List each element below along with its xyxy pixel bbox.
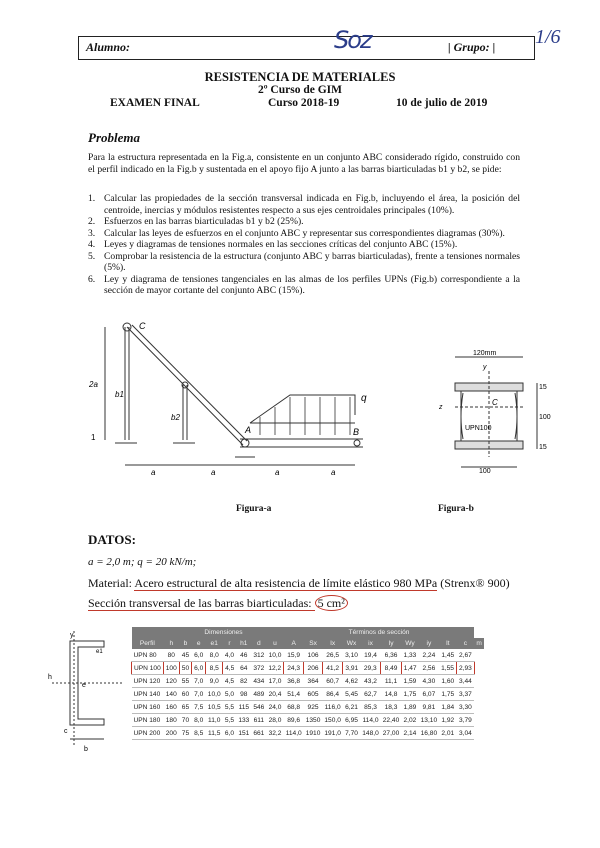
table-cell: 11,0 (206, 714, 223, 727)
table-cell: 8,49 (381, 662, 402, 675)
problem-intro: Para la estructura representada en la Fig.a, consistente en un conjunto ABC considerado rígido, construido con el perfil indicado en la Fig.b y sustentada en el apoyo fijo A junto a las barras biarticuladas b1 y b2, se pide: (88, 152, 520, 175)
label-a: A (245, 425, 252, 435)
grupo-label: | Grupo: | (448, 40, 496, 54)
table-cell: 115 (236, 701, 251, 714)
table-cell: 12,2 (266, 662, 283, 675)
upn-profile-drawing (44, 627, 130, 759)
table-cell: 24,3 (284, 662, 304, 675)
table-cell: UPN 80 (132, 649, 164, 662)
table-cell: 8,0 (192, 714, 206, 727)
page-mark: 1/6 (535, 26, 561, 48)
table-header-row (132, 638, 484, 649)
upn-label-b: b (84, 746, 88, 753)
table-cell: 55 (179, 675, 191, 688)
table-header-cell: d (251, 638, 266, 649)
handwritten-name: Soz (334, 26, 371, 54)
label-b1: b1 (115, 390, 124, 399)
table-body (132, 649, 484, 740)
table-cell: 546 (251, 701, 266, 714)
table-cell: 11,1 (381, 675, 402, 688)
table-cell: UPN 100 (132, 662, 164, 675)
table-cell: 180 (163, 714, 179, 727)
upn-label-c: c (64, 728, 68, 735)
table-cell: 120 (163, 675, 179, 688)
table-cell: 150,0 (322, 714, 343, 727)
table-cell: 7,0 (192, 675, 206, 688)
table-cell: 22,40 (381, 714, 402, 727)
table-cell: 8,0 (206, 649, 223, 662)
table-cell: 2,67 (456, 649, 474, 662)
table-row (132, 688, 484, 701)
table-header-cell: iy (419, 638, 440, 649)
table-cell: 80 (163, 649, 179, 662)
task-list (88, 193, 520, 297)
list-item: 5. Comprobar la resistencia de la estructura (conjunto ABC y barras biarticuladas), frente a tensiones normales (5%). (88, 250, 520, 273)
table-cell: 2,93 (456, 662, 474, 675)
label-a2: a (211, 468, 216, 477)
table-row (132, 649, 484, 662)
label-b: B (353, 427, 360, 437)
upn-label-y: y (70, 632, 74, 639)
table-cell: 605 (304, 688, 323, 701)
table-cell: 2,56 (419, 662, 440, 675)
label-q: q (361, 393, 367, 404)
table-header-cell: A (284, 638, 304, 649)
list-item: 4. Leyes y diagramas de tensiones normales en las secciones críticas del conjunto ABC (15%). (88, 239, 458, 250)
table-cell: 20,4 (266, 688, 283, 701)
table-cell: 60,7 (322, 675, 343, 688)
table-cell: 7,5 (192, 701, 206, 714)
table-cell: 27,00 (381, 727, 402, 740)
table-cell: 6,95 (343, 714, 360, 727)
table-cell: 3,30 (456, 701, 474, 714)
table-cell: 4,0 (223, 649, 237, 662)
table-cell: 3,79 (456, 714, 474, 727)
table-cell: 18,3 (381, 701, 402, 714)
list-item: 6. Ley y diagrama de tensiones tangenciales en las almas de los perfiles UPNs (Fig.b) correspondiente a la sección de mayor cortante del conjunto ABC (15%). (88, 273, 520, 296)
table-cell: 151 (236, 727, 251, 740)
table-cell: 16,80 (419, 727, 440, 740)
table-cell: 1,59 (401, 675, 418, 688)
table-cell: 4,62 (343, 675, 360, 688)
figure-a-diagram (85, 315, 385, 485)
table-cell: 41,2 (322, 662, 343, 675)
table-cell: 1,92 (439, 714, 456, 727)
table-cell: 4,30 (419, 675, 440, 688)
table-cell: 32,2 (266, 727, 283, 740)
table-cell: 925 (304, 701, 323, 714)
table-cell: 46 (236, 649, 251, 662)
table-header-cell: ix (360, 638, 381, 649)
table-cell: 5,0 (223, 688, 237, 701)
table-cell: 2,14 (401, 727, 418, 740)
table-cell: 106 (304, 649, 323, 662)
table-cell: 1,89 (401, 701, 418, 714)
label-2a: 2a (89, 380, 98, 389)
label-upn: UPN100 (465, 425, 492, 432)
table-header-cell: Wx (343, 638, 360, 649)
table-cell: 2,02 (401, 714, 418, 727)
table-row (132, 714, 484, 727)
table-cell: 89,6 (284, 714, 304, 727)
table-cell: 10,5 (206, 701, 223, 714)
table-cell: 65 (179, 701, 191, 714)
table-header-cell: e1 (206, 638, 223, 649)
table-cell: 2,01 (439, 727, 456, 740)
dim-width-bot: 100 (479, 468, 491, 475)
table-cell: 133 (236, 714, 251, 727)
figure-b-section (425, 345, 555, 475)
table-cell: 3,91 (343, 662, 360, 675)
datos-values: a = 2,0 m; q = 20 kN/m; (88, 556, 197, 568)
group-terminos: Términos de sección (284, 627, 475, 638)
table-cell: 200 (163, 727, 179, 740)
label-c: C (139, 321, 146, 331)
table-cell: 10,0 (206, 688, 223, 701)
table-cell: UPN 120 (132, 675, 164, 688)
table-cell: 4,5 (223, 675, 237, 688)
label-a1: a (151, 468, 156, 477)
table-cell: 6,36 (381, 649, 402, 662)
table-cell: 7,0 (192, 688, 206, 701)
table-header-cell: Perfil (132, 638, 164, 649)
table-row (132, 727, 484, 740)
label-1: 1 (91, 433, 96, 442)
list-item: 1. Calcular las propiedades de la sección transversal indicada en Fig.b, incluyendo el área, la posición del centroide, inercias y módulos resistentes respecto a sus ejes centroidales principales (10%). (88, 193, 520, 216)
table-cell: 1,60 (439, 675, 456, 688)
dim-width-top: 120mm (473, 350, 497, 357)
table-cell: 11,5 (206, 727, 223, 740)
section-value: 5 cm² (315, 595, 348, 611)
table-cell: 6,0 (223, 727, 237, 740)
dim-15-bot: 15 (539, 444, 547, 451)
table-header-cell: Ix (322, 638, 343, 649)
table-cell: 1,55 (439, 662, 456, 675)
table-cell: 434 (251, 675, 266, 688)
table-cell: 36,8 (284, 675, 304, 688)
table-cell: 206 (304, 662, 323, 675)
table-header-cell: Iy (381, 638, 402, 649)
table-cell: UPN 140 (132, 688, 164, 701)
table-cell: 64 (236, 662, 251, 675)
table-cell: 372 (251, 662, 266, 675)
table-cell: UPN 200 (132, 727, 164, 740)
upn-table (131, 627, 484, 740)
dim-15-top: 15 (539, 384, 547, 391)
table-cell: 9,0 (206, 675, 223, 688)
datos-heading: DATOS: (88, 532, 136, 547)
date-title: 10 de julio de 2019 (396, 97, 488, 109)
table-header-cell: c (456, 638, 474, 649)
table-header-cell: It (439, 638, 456, 649)
table-cell: 14,8 (381, 688, 402, 701)
table-cell: 7,70 (343, 727, 360, 740)
table-group-row (132, 627, 484, 638)
table-header-cell: r (223, 638, 237, 649)
label-z: z (439, 404, 443, 411)
table-header-cell: Sx (304, 638, 323, 649)
table-cell: 160 (163, 701, 179, 714)
table-cell: 50 (179, 662, 191, 675)
table-cell: 15,9 (284, 649, 304, 662)
table-cell: 1,47 (401, 662, 418, 675)
table-cell: 3,10 (343, 649, 360, 662)
material-line: Material: Acero estructural de alta resistencia de límite elástico 980 MPa (Strenx® 900) (88, 576, 510, 590)
label-a4: a (331, 468, 336, 477)
table-cell: 62,7 (360, 688, 381, 701)
upn-label-e: e (82, 682, 86, 689)
table-cell: 26,5 (322, 649, 343, 662)
table-cell: 114,0 (360, 714, 381, 727)
year-title: Curso 2018-19 (268, 97, 340, 109)
table-cell: 3,37 (456, 688, 474, 701)
table-cell: 70 (179, 714, 191, 727)
table-cell: 1910 (304, 727, 323, 740)
table-cell: 9,81 (419, 701, 440, 714)
list-item: 3. Calcular las leyes de esfuerzos en el conjunto ABC y representar sus correspondientes diagramas (30%). (88, 227, 505, 239)
table-cell: 100 (163, 662, 179, 675)
table-cell: 5,45 (343, 688, 360, 701)
table-header-cell: e (192, 638, 206, 649)
table-cell: 24,0 (266, 701, 283, 714)
table-cell: 364 (304, 675, 323, 688)
table-cell: 1,45 (439, 649, 456, 662)
table-cell: 17,0 (266, 675, 283, 688)
table-cell: 6,07 (419, 688, 440, 701)
table-cell: 6,21 (343, 701, 360, 714)
table-cell: 3,04 (456, 727, 474, 740)
subject-title: RESISTENCIA DE MATERIALES (204, 70, 396, 84)
table-cell: 114,0 (284, 727, 304, 740)
table-cell: UPN 160 (132, 701, 164, 714)
table-cell: 661 (251, 727, 266, 740)
section-line: Sección transversal de las barras biarticuladas: 5 cm² (88, 596, 348, 611)
table-cell: UPN 180 (132, 714, 164, 727)
table-cell: 75 (179, 727, 191, 740)
table-cell: 3,44 (456, 675, 474, 688)
table-cell: 489 (251, 688, 266, 701)
table-cell: 86,4 (322, 688, 343, 701)
table-row (132, 662, 484, 675)
table-cell: 29,3 (360, 662, 381, 675)
table-cell: 28,0 (266, 714, 283, 727)
table-cell: 140 (163, 688, 179, 701)
course-title: 2º Curso de GIM (258, 84, 342, 96)
table-cell: 1,33 (401, 649, 418, 662)
table-cell: 2,24 (419, 649, 440, 662)
table-cell: 6,0 (192, 662, 206, 675)
label-y: y (483, 364, 487, 371)
table-header-cell: m (476, 640, 482, 647)
table-cell: 1,75 (439, 688, 456, 701)
table-cell: 5,5 (223, 714, 237, 727)
table-cell: 82 (236, 675, 251, 688)
label-a3: a (275, 468, 280, 477)
exam-title: EXAMEN FINAL (110, 97, 200, 109)
table-header-cell: u (266, 638, 283, 649)
table-cell: 1,75 (401, 688, 418, 701)
table-cell: 312 (251, 649, 266, 662)
problem-heading: Problema (88, 130, 140, 145)
table-cell: 19,4 (360, 649, 381, 662)
material-value: 980 MPa (393, 576, 438, 590)
dim-100: 100 (539, 414, 551, 421)
table-cell: 85,3 (360, 701, 381, 714)
table-cell: 116,0 (322, 701, 343, 714)
figure-b-caption: Figura-b (438, 504, 474, 514)
table-cell: 45 (179, 649, 191, 662)
label-centroid: C (492, 398, 498, 407)
table-row (132, 675, 484, 688)
alumno-label: Alumno: (86, 40, 131, 54)
table-header-cell: b (179, 638, 191, 649)
table-cell: 51,4 (284, 688, 304, 701)
table-cell: 98 (236, 688, 251, 701)
table-cell: 4,5 (223, 662, 237, 675)
figure-a-caption: Figura-a (236, 504, 272, 514)
table-cell: 43,2 (360, 675, 381, 688)
table-cell: 13,10 (419, 714, 440, 727)
table-cell: 68,8 (284, 701, 304, 714)
table-cell: 191,0 (322, 727, 343, 740)
table-cell: 8,5 (192, 727, 206, 740)
table-cell: 6,0 (192, 649, 206, 662)
table-row (132, 701, 484, 714)
table-cell: 60 (179, 688, 191, 701)
table-cell: 5,5 (223, 701, 237, 714)
table-header-cell: h (163, 638, 179, 649)
table-header-cell: h1 (236, 638, 251, 649)
table-cell: 10,0 (266, 649, 283, 662)
table-header-cell: Wy (401, 638, 418, 649)
label-b2: b2 (171, 413, 180, 422)
table-cell: 611 (251, 714, 266, 727)
table-cell: 8,5 (206, 662, 223, 675)
upn-label-h: h (48, 674, 52, 681)
table-cell: 1350 (304, 714, 323, 727)
list-item: 2. Esfuerzos en las barras biarticuladas b1 y b2 (25%). (88, 216, 304, 227)
group-dimensiones: Dimensiones (163, 627, 283, 638)
table-cell: 1,84 (439, 701, 456, 714)
upn-label-e1: e1 (96, 649, 103, 655)
table-cell: 148,0 (360, 727, 381, 740)
